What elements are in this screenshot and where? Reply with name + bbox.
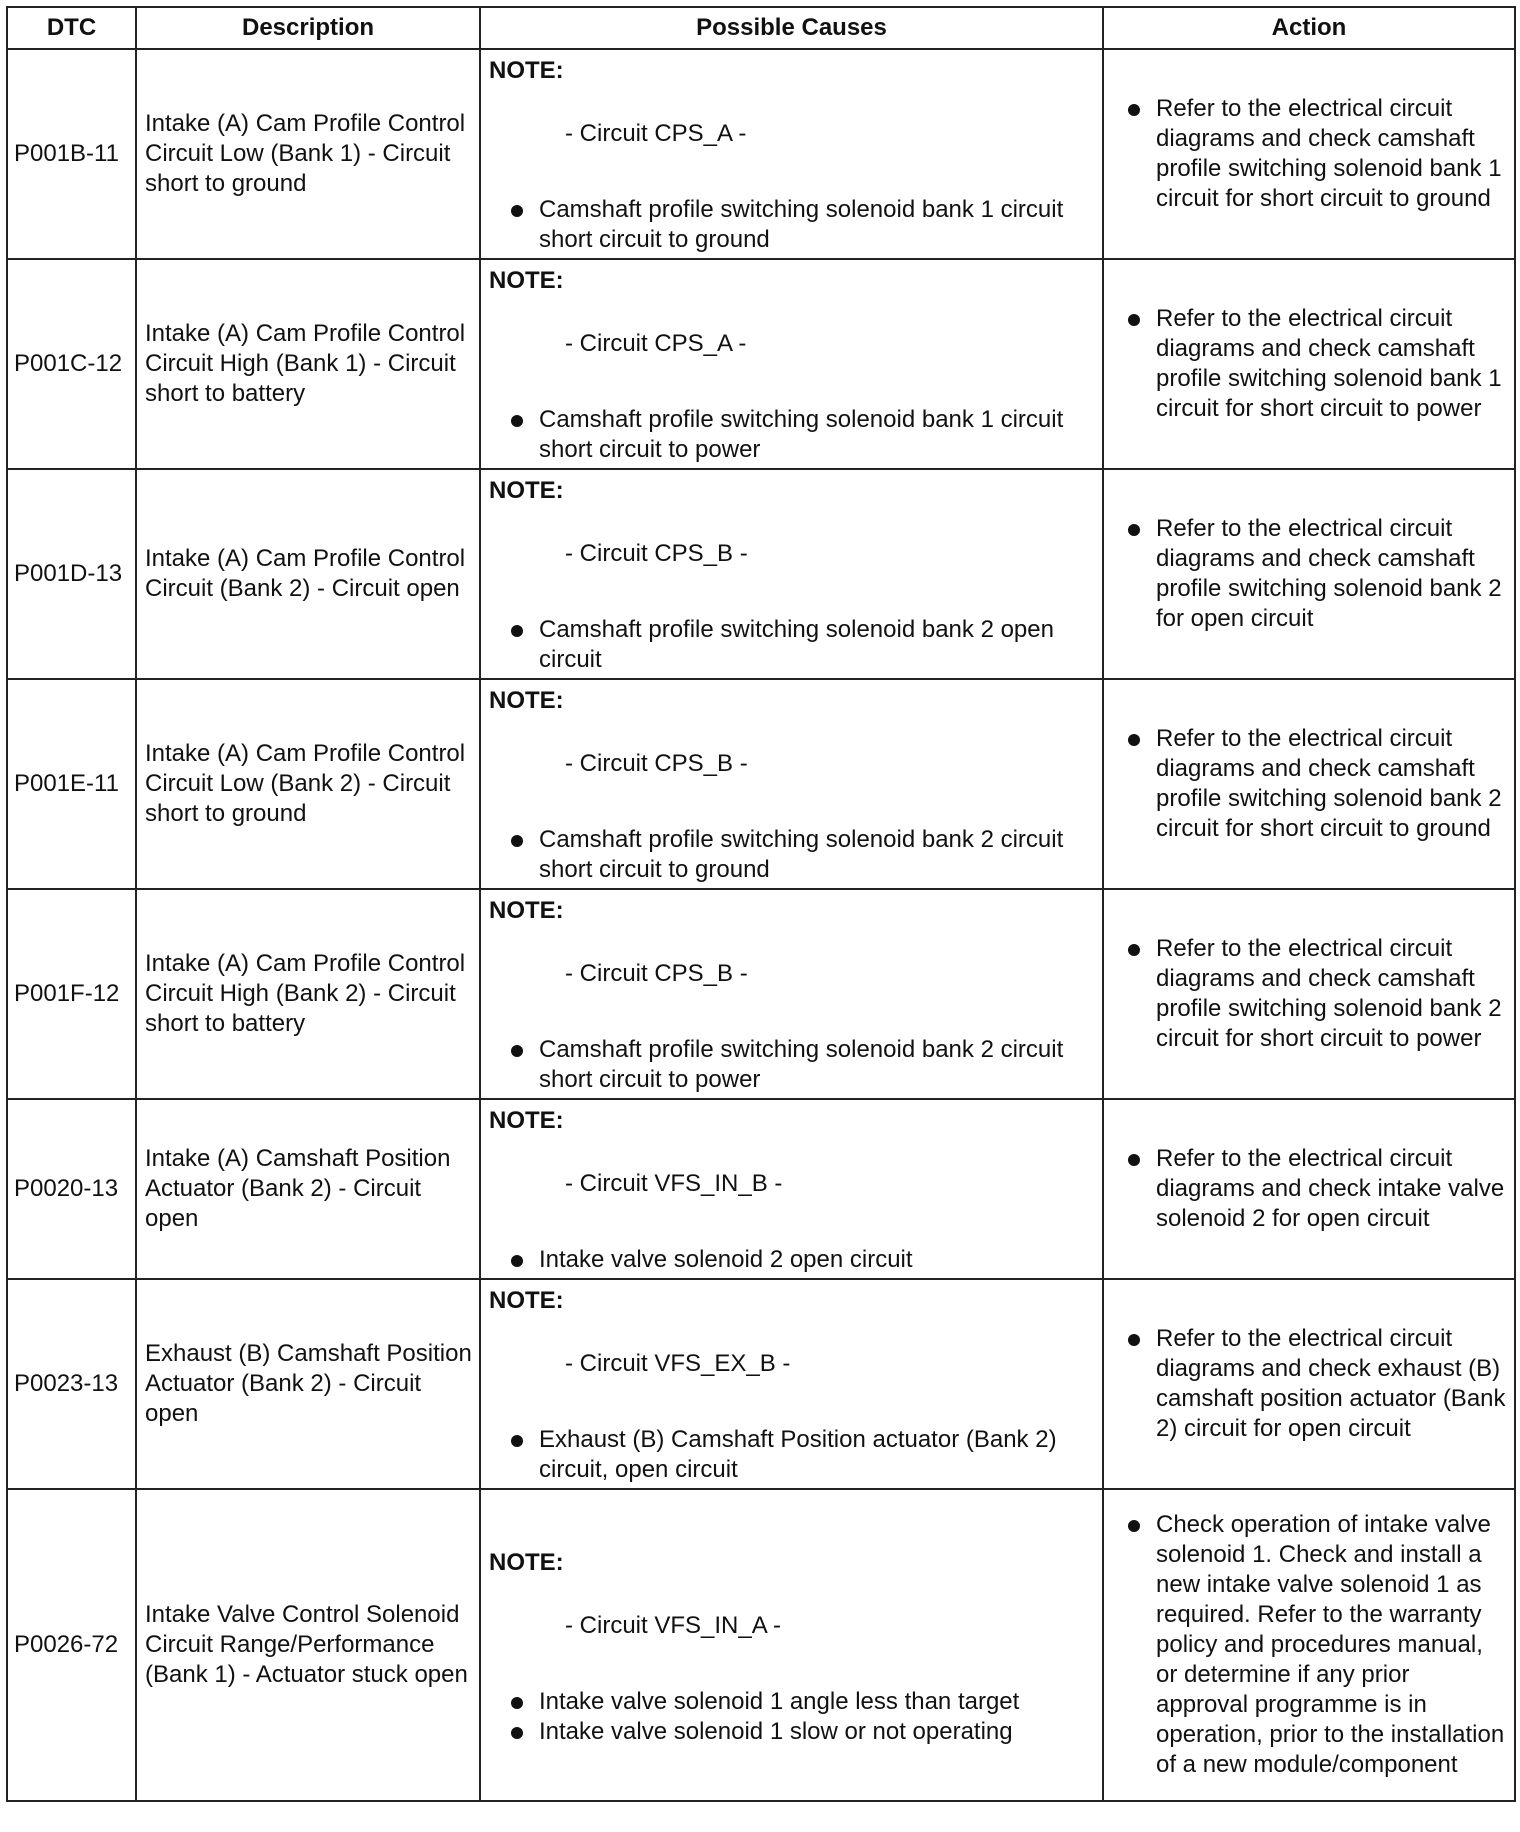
action-cell [1103, 679, 1515, 889]
table-row [7, 1489, 1515, 1801]
action-item: Refer to the electrical circuit diagrams and check exhaust (B) camshaft position actuator (Bank 2) circuit for open circuit [1118, 1324, 1506, 1444]
causes-list [489, 1245, 1094, 1275]
action-cell [1103, 889, 1515, 1099]
causes-list [489, 615, 1094, 675]
header-dtc: DTC [7, 7, 136, 49]
note-label: NOTE: [489, 1107, 564, 1134]
note-label: NOTE: [489, 57, 564, 84]
action-item: Refer to the electrical circuit diagrams and check camshaft profile switching solenoid bank 2 circuit for short circuit to ground [1118, 724, 1506, 844]
dtc-code: P001F-12 [7, 889, 136, 1099]
table-row [7, 679, 1515, 889]
action-item: Refer to the electrical circuit diagrams and check camshaft profile switching solenoid bank 1 circuit for short circuit to power [1118, 304, 1506, 424]
circuit-name: - Circuit CPS_A - [565, 120, 747, 147]
action-cell [1103, 1099, 1515, 1279]
cause-item: Camshaft profile switching solenoid bank 2 circuit short circuit to ground [489, 825, 1094, 885]
circuit-name: - Circuit CPS_B - [565, 960, 748, 987]
table-row [7, 1099, 1515, 1279]
dtc-code: P0020-13 [7, 1099, 136, 1279]
table-row [7, 259, 1515, 469]
action-list [1118, 1144, 1506, 1234]
action-list [1118, 1510, 1506, 1780]
possible-causes-cell [480, 1279, 1103, 1489]
table-row [7, 469, 1515, 679]
causes-list [489, 1035, 1094, 1095]
circuit-name: - Circuit CPS_B - [565, 540, 748, 567]
cause-item: Camshaft profile switching solenoid bank 1 circuit short circuit to ground [489, 195, 1094, 255]
table-row [7, 1279, 1515, 1489]
cause-item: Camshaft profile switching solenoid bank 2 circuit short circuit to power [489, 1035, 1094, 1095]
action-list [1118, 1324, 1506, 1444]
possible-causes-cell [480, 1489, 1103, 1801]
causes-list [489, 195, 1094, 255]
dtc-table [6, 6, 1516, 1802]
circuit-name: - Circuit VFS_IN_A - [565, 1612, 782, 1639]
possible-causes-cell [480, 259, 1103, 469]
action-cell [1103, 469, 1515, 679]
action-list [1118, 724, 1506, 844]
causes-list [489, 825, 1094, 885]
causes-wrapper [489, 1490, 1094, 1747]
action-cell [1103, 1279, 1515, 1489]
possible-causes-cell [480, 469, 1103, 679]
dtc-code: P0026-72 [7, 1489, 136, 1801]
possible-causes-cell [480, 49, 1103, 259]
action-list [1118, 94, 1506, 214]
possible-causes-cell [480, 1099, 1103, 1279]
cause-item: Intake valve solenoid 1 slow or not operating [489, 1717, 1094, 1747]
dtc-description: Intake (A) Cam Profile Control Circuit High (Bank 1) - Circuit short to battery [136, 259, 480, 469]
cause-item: Camshaft profile switching solenoid bank 1 circuit short circuit to power [489, 405, 1094, 465]
dtc-code: P001D-13 [7, 469, 136, 679]
header-row [7, 7, 1515, 49]
dtc-description: Intake (A) Cam Profile Control Circuit High (Bank 2) - Circuit short to battery [136, 889, 480, 1099]
possible-causes-cell [480, 679, 1103, 889]
causes-list [489, 1687, 1094, 1747]
action-list [1118, 304, 1506, 424]
action-cell [1103, 1489, 1515, 1801]
action-item: Refer to the electrical circuit diagrams and check camshaft profile switching solenoid bank 2 circuit for short circuit to power [1118, 934, 1506, 1054]
table-row [7, 889, 1515, 1099]
causes-list [489, 1425, 1094, 1485]
note-label: NOTE: [489, 477, 564, 504]
action-list [1118, 514, 1506, 634]
cause-item: Intake valve solenoid 2 open circuit [489, 1245, 1094, 1275]
dtc-description: Intake (A) Cam Profile Control Circuit (Bank 2) - Circuit open [136, 469, 480, 679]
circuit-name: - Circuit CPS_A - [565, 330, 747, 357]
header-description: Description [136, 7, 480, 49]
dtc-code: P001E-11 [7, 679, 136, 889]
header-action: Action [1103, 7, 1515, 49]
causes-list [489, 405, 1094, 465]
action-cell [1103, 259, 1515, 469]
note-label: NOTE: [489, 267, 564, 294]
possible-causes-cell [480, 889, 1103, 1099]
dtc-description: Exhaust (B) Camshaft Position Actuator (Bank 2) - Circuit open [136, 1279, 480, 1489]
cause-item: Intake valve solenoid 1 angle less than target [489, 1687, 1094, 1717]
action-item: Check operation of intake valve solenoid 1. Check and install a new intake valve solenoid 1 as required. Refer to the warranty policy and procedures manual, or determine if any prior approval programme is in operation, prior to the installation of a new module/component [1118, 1510, 1506, 1780]
header-possible-causes: Possible Causes [480, 7, 1103, 49]
circuit-name: - Circuit CPS_B - [565, 750, 748, 777]
dtc-description: Intake (A) Cam Profile Control Circuit Low (Bank 1) - Circuit short to ground [136, 49, 480, 259]
action-cell [1103, 49, 1515, 259]
note-label: NOTE: [489, 687, 564, 714]
dtc-description: Intake Valve Control Solenoid Circuit Range/Performance (Bank 1) - Actuator stuck open [136, 1489, 480, 1801]
dtc-description: Intake (A) Camshaft Position Actuator (Bank 2) - Circuit open [136, 1099, 480, 1279]
dtc-code: P001C-12 [7, 259, 136, 469]
note-label: NOTE: [489, 897, 564, 924]
circuit-name: - Circuit VFS_IN_B - [565, 1170, 783, 1197]
note-label: NOTE: [489, 1287, 564, 1314]
cause-item: Exhaust (B) Camshaft Position actuator (Bank 2) circuit, open circuit [489, 1425, 1094, 1485]
action-item: Refer to the electrical circuit diagrams and check camshaft profile switching solenoid bank 1 circuit for short circuit to ground [1118, 94, 1506, 214]
dtc-description: Intake (A) Cam Profile Control Circuit Low (Bank 2) - Circuit short to ground [136, 679, 480, 889]
cause-item: Camshaft profile switching solenoid bank 2 open circuit [489, 615, 1094, 675]
action-list [1118, 934, 1506, 1054]
dtc-code: P001B-11 [7, 49, 136, 259]
action-item: Refer to the electrical circuit diagrams and check intake valve solenoid 2 for open circuit [1118, 1144, 1506, 1234]
dtc-code: P0023-13 [7, 1279, 136, 1489]
circuit-name: - Circuit VFS_EX_B - [565, 1350, 791, 1377]
note-label: NOTE: [489, 1549, 564, 1576]
action-item: Refer to the electrical circuit diagrams and check camshaft profile switching solenoid bank 2 for open circuit [1118, 514, 1506, 634]
table-row [7, 49, 1515, 259]
